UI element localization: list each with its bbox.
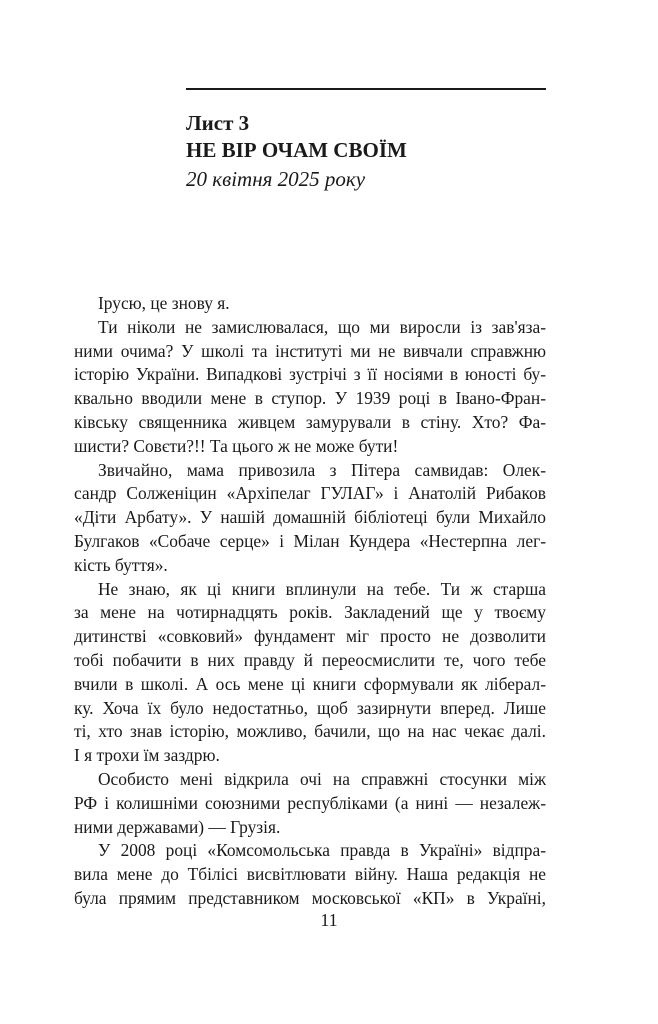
text-line: історію України. Випадкові зустрічі з її носіями в юності бу-	[74, 364, 546, 385]
text-line: ківську священника живцем замурували в стіну. Хто? Фа-	[74, 411, 546, 432]
text-line: квально вводили мене в ступор. У 1939 році в Івано-Фран-	[74, 388, 546, 409]
text-line: Ти ніколи не замислювалася, що ми виросли із зав'яза-	[98, 316, 546, 337]
text-line: «Діти Арбату». У нашій домашній бібліотеці були Михайло	[74, 507, 546, 528]
text-line: вила мене до Тбілісі висвітлювати війну. Наша редакція не	[74, 864, 546, 885]
text-line: ку. Хоча їх було недостатньо, щоб зазирнути вперед. Лише	[74, 697, 546, 718]
text-line: ними державами) — Грузія.	[74, 816, 281, 837]
text-line: ті, хто знав історію, можливо, бачили, що на нас чекає далі.	[74, 721, 546, 742]
text-line: за мене на чотирнадцять років. Закладений ще у твоєму	[74, 602, 546, 623]
page-number: 11	[320, 910, 338, 930]
text-line: кість буття».	[74, 554, 168, 575]
text-line: Особисто мені відкрила очі на справжні стосунки між	[98, 768, 546, 789]
text-line: дитинстві «совковий» фундамент міг просто не дозволити	[74, 626, 546, 647]
text-line: Булгаков «Собаче серце» і Мілан Кундера «Нестерпна лег-	[74, 530, 546, 551]
body-text	[74, 292, 546, 911]
letter-number: Лист 3	[186, 111, 250, 135]
text-line: Не знаю, як ці книги вплинули на тебе. Ти ж старша	[98, 578, 546, 599]
chapter-date: 20 квітня 2025 року	[186, 167, 366, 191]
text-line: тобі побачити в них правду й переосмислити те, чого тебе	[74, 649, 546, 670]
text-line: РФ і колишніми союзними республіками (а нині — незалеж-	[74, 792, 546, 813]
text-line: Звичайно, мама привозила з Пітера самвидав: Олек-	[98, 459, 546, 480]
chapter-title: НЕ ВІР ОЧАМ СВОЇМ	[186, 138, 407, 162]
text-line: Ірусю, це знову я.	[98, 293, 230, 313]
text-line: ними очима? У школі та інституті ми не вивчали справжню	[74, 340, 546, 361]
text-line: І я трохи їм заздрю.	[74, 745, 220, 766]
header-rule	[186, 88, 546, 90]
text-line: шисти? Совєти?!! Та цього ж не може бути!	[74, 435, 399, 456]
text-line: вчили в школі. А ось мене ці книги сформували як ліберал-	[74, 673, 546, 694]
text-line: У 2008 році «Комсомольська правда в Україні» відпра-	[98, 840, 546, 861]
text-line: сандр Солженіцин «Архіпелаг ГУЛАГ» і Анатолій Рибаков	[74, 483, 546, 504]
chapter-header	[186, 110, 566, 194]
text-line: була прямим представником московської «КП» в Україні,	[74, 887, 546, 908]
